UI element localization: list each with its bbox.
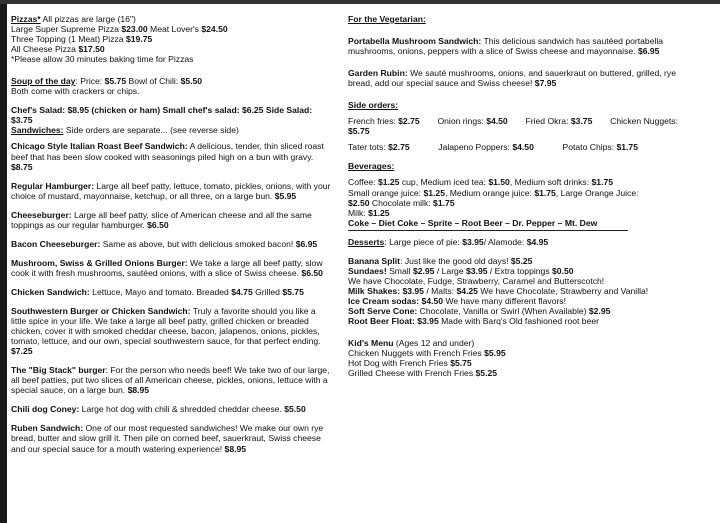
- menu-item-desc: Truly a favorite should you like a little spice in your life. We take a large all beef patty, grilled chicken or breaded chicken, cover it with smoked cheddar cheese, bacon, jalapenos, onions, pickles, tomato, lettuce, and our own, special southwestern sauce, for that perfect ending.: [11, 305, 321, 347]
- side-item: [525, 116, 592, 126]
- side-item-label: Tater tots:: [348, 142, 389, 153]
- menu-item-name: Southwestern Burger or Chicken Sandwich:: [11, 305, 191, 316]
- menu-item-name: Bacon Cheeseburger:: [11, 238, 101, 249]
- soup-title: Soup of the day: [11, 76, 76, 87]
- menu-item-price: $6.50: [301, 267, 323, 278]
- menu-item-price2: $5.75: [282, 286, 304, 297]
- bev-soft-drinks: , Medium soft drinks:: [509, 177, 592, 188]
- bev-small-oj: Small orange juice:: [348, 187, 424, 198]
- kids-item-price: $5.25: [475, 368, 498, 379]
- menu-item-name: Regular Hamburger:: [11, 180, 95, 191]
- kids-note: (Ages 12 and under): [393, 338, 475, 349]
- menu-item: [11, 258, 333, 278]
- kids-menu: [348, 338, 678, 378]
- menu-item-name: Chili dog Coney:: [11, 404, 80, 415]
- pizza-supreme: Large Super Supreme Pizza: [11, 24, 122, 35]
- desserts-title: Desserts: [348, 236, 385, 247]
- pizza-meatlover-price: $24.50: [201, 24, 228, 35]
- side-item-price: $1.75: [616, 142, 638, 153]
- kids-item-price: $5.95: [484, 348, 506, 359]
- float-desc: Made with Barq's Old fashioned root beer: [438, 316, 599, 327]
- soup-sub: Both come with crackers or chips.: [11, 86, 140, 97]
- desserts-header: [348, 237, 678, 247]
- desserts-pie: : Large piece of pie:: [384, 236, 463, 247]
- chef-salad-text: Chef's Salad: $8.95 (chicken or ham) Small chef's salad: $6.25 Side Salad: $3.75: [11, 105, 313, 126]
- side-item-label: Potato Chips:: [562, 142, 617, 153]
- pizza-note: All pizzas are large (16"): [40, 14, 136, 24]
- side-item: [610, 116, 678, 126]
- sundaes-small: Small: [386, 265, 413, 276]
- menu-item-price: $7.25: [11, 346, 33, 357]
- vegetarian-list: [348, 36, 678, 88]
- side-item-price: $4.50: [512, 142, 534, 153]
- veg-item: [348, 36, 678, 56]
- sides-row-1: [348, 116, 678, 136]
- pizza-section: [11, 14, 333, 64]
- side-item-price: $2.75: [398, 116, 420, 127]
- menu-item: [11, 365, 333, 395]
- malts-price: $4.25: [456, 285, 478, 296]
- pizza-meatlover: Meat Lover's: [147, 24, 202, 35]
- divider: [348, 230, 628, 231]
- shakes-price: $3.95: [400, 285, 424, 296]
- menu-item-price: $4.75: [231, 286, 253, 297]
- beverages-title: Beverages:: [348, 161, 395, 172]
- soup-text: : Price:: [75, 76, 105, 87]
- pizza-cheese-price: $17.50: [78, 44, 105, 55]
- chili-price: $5.50: [180, 76, 203, 87]
- menu-item-name: Mushroom, Swiss & Grilled Onions Burger:: [11, 257, 188, 268]
- menu-item-name: Cheeseburger:: [11, 209, 72, 220]
- bev-iced-tea: cup, Medium iced tea:: [399, 177, 489, 188]
- menu-left-column: [11, 14, 333, 454]
- side-item: [348, 142, 410, 152]
- pizza-three-topping: Three Topping (1 Meat) Pizza: [11, 34, 126, 45]
- sundaes-small-price: $2.95: [412, 265, 435, 276]
- side-item-price: $4.50: [486, 116, 508, 127]
- kids-item-label: Grilled Cheese with French Fries: [348, 368, 476, 379]
- banana-split-name: Banana Split: [348, 255, 401, 266]
- kids-item: [348, 358, 678, 368]
- menu-item-desc: Lettuce, Mayo and tomato. Breaded: [89, 286, 232, 297]
- shakes-flavors: We have Chocolate, Strawberry and Vanilla!: [477, 285, 649, 296]
- float-price: $3.95: [414, 316, 439, 327]
- menu-item-price: $8.95: [224, 443, 247, 454]
- veg-item-name: Portabella Mushroom Sandwich:: [348, 36, 482, 47]
- menu-item: [11, 239, 333, 249]
- bev-soft-drinks-price: $1.75: [591, 177, 614, 188]
- kids-item-label: Hot Dog with French Fries: [348, 358, 451, 369]
- veg-item-desc: This delicious sandwich has sautéed portabella mushrooms, onions, peppers with a slice of Swiss cheese and mayonnaise.: [348, 36, 664, 57]
- bev-coffee-price: $1.25: [377, 177, 400, 188]
- scan-edge: [0, 0, 7, 523]
- dessert-list: [348, 256, 678, 326]
- bev-iced-tea-price: $1.50: [488, 177, 510, 188]
- side-item-price: $3.75: [570, 116, 593, 127]
- float-name: Root Beer Float:: [348, 316, 415, 327]
- soft-serve-name: Soft Serve Cone:: [348, 305, 418, 316]
- bev-coffee: Coffee:: [348, 177, 378, 188]
- menu-item: [11, 306, 333, 356]
- menu-item-name: Chicago Style Italian Roast Beef Sandwich:: [11, 141, 188, 152]
- menu-item-price: $6.50: [147, 219, 169, 230]
- menu-item-price: $5.95: [274, 190, 297, 201]
- kids-item: [348, 348, 678, 358]
- menu-item-desc: Same as above, but with delicious smoked bacon!: [100, 238, 296, 249]
- side-item-label: Jalapeno Poppers:: [438, 142, 513, 153]
- menu-item-name: The "Big Stack" burger: [11, 365, 106, 376]
- bev-small-oj-price: $1.25: [423, 187, 445, 198]
- pizza-cheese: All Cheese Pizza: [11, 44, 79, 55]
- side-item-label: French fries:: [348, 116, 399, 127]
- bev-milk: Milk:: [348, 207, 369, 218]
- side-item-price: $2.75: [388, 142, 410, 153]
- menu-item-desc: A delicious, tender, thin sliced roast beef that has been slow cooked with seasonings piled high on a bun with gravy.: [11, 141, 324, 162]
- veg-item-name: Garden Rubin:: [348, 68, 408, 79]
- menu-item-price: $8.75: [11, 161, 33, 172]
- bev-choc-milk: Chocolate milk:: [369, 197, 434, 208]
- desserts-pie-price: $3.95: [462, 236, 484, 247]
- side-item: [563, 142, 639, 152]
- soda-name: Ice Cream sodas:: [348, 295, 420, 306]
- sundaes-large-price: $3.95: [466, 265, 488, 276]
- soda-desc: We have many different flavors!: [443, 295, 566, 306]
- menu-item-desc: Large all beef patty, lettuce, tomato, pickles, onions, with your choice of mustard, mayonnaise, ketchup, or all three, on a large bun.: [11, 180, 331, 201]
- menu-item: [11, 404, 333, 414]
- side-item: [438, 142, 534, 152]
- side-item-label: Fried Okra:: [525, 116, 571, 127]
- pizza-three-topping-price: $19.75: [125, 34, 153, 45]
- sides-title: Side orders:: [348, 100, 399, 111]
- bev-large-oj: , Large Orange Juice:: [555, 187, 639, 198]
- soft-serve-desc: Chocolate, Vanilla or Swirl (When Available): [417, 305, 589, 316]
- menu-item-price: $8.95: [127, 385, 150, 396]
- chef-salad: [11, 105, 333, 125]
- veg-item-desc: We sauté mushrooms, onions, and sauerkraut on buttered, grilled, rye bread, add our special sauce and Swiss cheese!: [348, 68, 676, 89]
- sandwiches-note: Side orders are separate... (see reverse side): [63, 125, 239, 136]
- sandwich-list: [11, 141, 333, 453]
- shakes-name: Milk Shakes:: [348, 285, 401, 296]
- menu-right-column: [348, 14, 678, 378]
- sides-row-2: [348, 142, 678, 152]
- malts-label: / Malts:: [423, 285, 457, 296]
- sundaes-name: Sundaes!: [348, 265, 387, 276]
- sundae-flavors: We have Chocolate, Fudge, Strawberry, Caramel and Butterscotch!: [348, 275, 605, 286]
- soup-price: $5.75: [104, 76, 127, 87]
- menu-item: [11, 181, 333, 201]
- menu-item-desc2: Grilled: [252, 286, 283, 297]
- bev-choc-milk-price: $1.75: [433, 197, 455, 208]
- side-chicken-nuggets-price: $5.75: [348, 126, 370, 137]
- soup-section: [11, 76, 333, 96]
- chili-label: Bowl of Chili:: [126, 76, 181, 87]
- kids-item-label: Chicken Nuggets with French Fries: [348, 348, 485, 359]
- desserts-alamode-price: $4.95: [526, 236, 549, 247]
- banana-split-desc: : Just like the good old days!: [400, 255, 511, 266]
- veg-item-price: $7.95: [534, 78, 557, 89]
- soft-serve-price: $2.95: [588, 305, 611, 316]
- menu-item: [11, 423, 333, 453]
- sundaes-toppings-price: $0.50: [552, 265, 574, 276]
- side-item-label: Onion rings:: [437, 116, 487, 127]
- veg-item-price: $6.95: [637, 46, 660, 57]
- side-item-label: Chicken Nuggets:: [610, 116, 678, 127]
- bev-medium-oj: , Medium orange juice:: [445, 187, 535, 198]
- side-item: [437, 116, 507, 126]
- menu-item-name: Chicken Sandwich:: [11, 286, 90, 297]
- menu-item: [11, 287, 333, 297]
- vegetarian-title: For the Vegetarian:: [348, 14, 426, 24]
- sandwiches-header: [11, 125, 333, 135]
- menu-item-desc: Large all beef patty, slice of American cheese and all the same toppings as our regular hamburger.: [11, 209, 312, 230]
- menu-item-price: $6.95: [295, 238, 318, 249]
- soda-price: $4.50: [419, 295, 444, 306]
- menu-item-desc: One of our most requested sandwiches! We make our own rye bread, butter and slow grill it. Then pile on corned beef, sauerkraut, Swiss cheese and our special sauce for a mouth watering experience!: [11, 423, 324, 454]
- menu-item: [11, 141, 333, 171]
- bev-large-oj-price: $2.50: [348, 197, 370, 208]
- sundaes-large: / Large: [434, 265, 466, 276]
- menu-item: [11, 210, 333, 230]
- banana-split-price: $5.25: [510, 255, 533, 266]
- pizza-title: Pizzas*: [11, 14, 41, 24]
- sundaes-toppings: / Extra toppings: [487, 265, 553, 276]
- veg-item: [348, 68, 678, 88]
- menu-item-desc: Large hot dog with chili & shredded cheddar cheese.: [79, 404, 285, 415]
- beverages-list: [348, 177, 678, 227]
- kids-title: Kid's Menu: [348, 338, 394, 349]
- pizza-baking-note: *Please allow 30 minutes baking time for Pizzas: [11, 54, 194, 65]
- side-item: [348, 116, 420, 126]
- pizza-supreme-price: $23.00: [121, 24, 148, 35]
- bev-sodas: Coke – Diet Coke – Sprite – Root Beer – Dr. Pepper – Mt. Dew: [348, 217, 598, 228]
- menu-item-price: $5.50: [284, 404, 306, 415]
- sandwiches-title: Sandwiches:: [11, 125, 64, 136]
- bev-milk-price: $1.25: [368, 207, 390, 218]
- kids-item-price: $5.75: [450, 358, 472, 369]
- bev-medium-oj-price: $1.75: [534, 187, 556, 198]
- kids-item: [348, 368, 678, 378]
- menu-item-name: Ruben Sandwich:: [11, 423, 84, 434]
- desserts-alamode: / Alamode:: [483, 236, 527, 247]
- menu-item-desc: We take a large all beef patty, slow cook it with fresh mushrooms, sautéed onions, with a slice of Swiss cheese.: [11, 257, 323, 278]
- menu-item-desc: : For the person who needs beef! We take two of our large, all beef patties, put two slices of all American cheese, pickles, onions, lettuce with a special sauce, on a large bun.: [11, 365, 330, 396]
- scan-top-edge: [0, 0, 720, 4]
